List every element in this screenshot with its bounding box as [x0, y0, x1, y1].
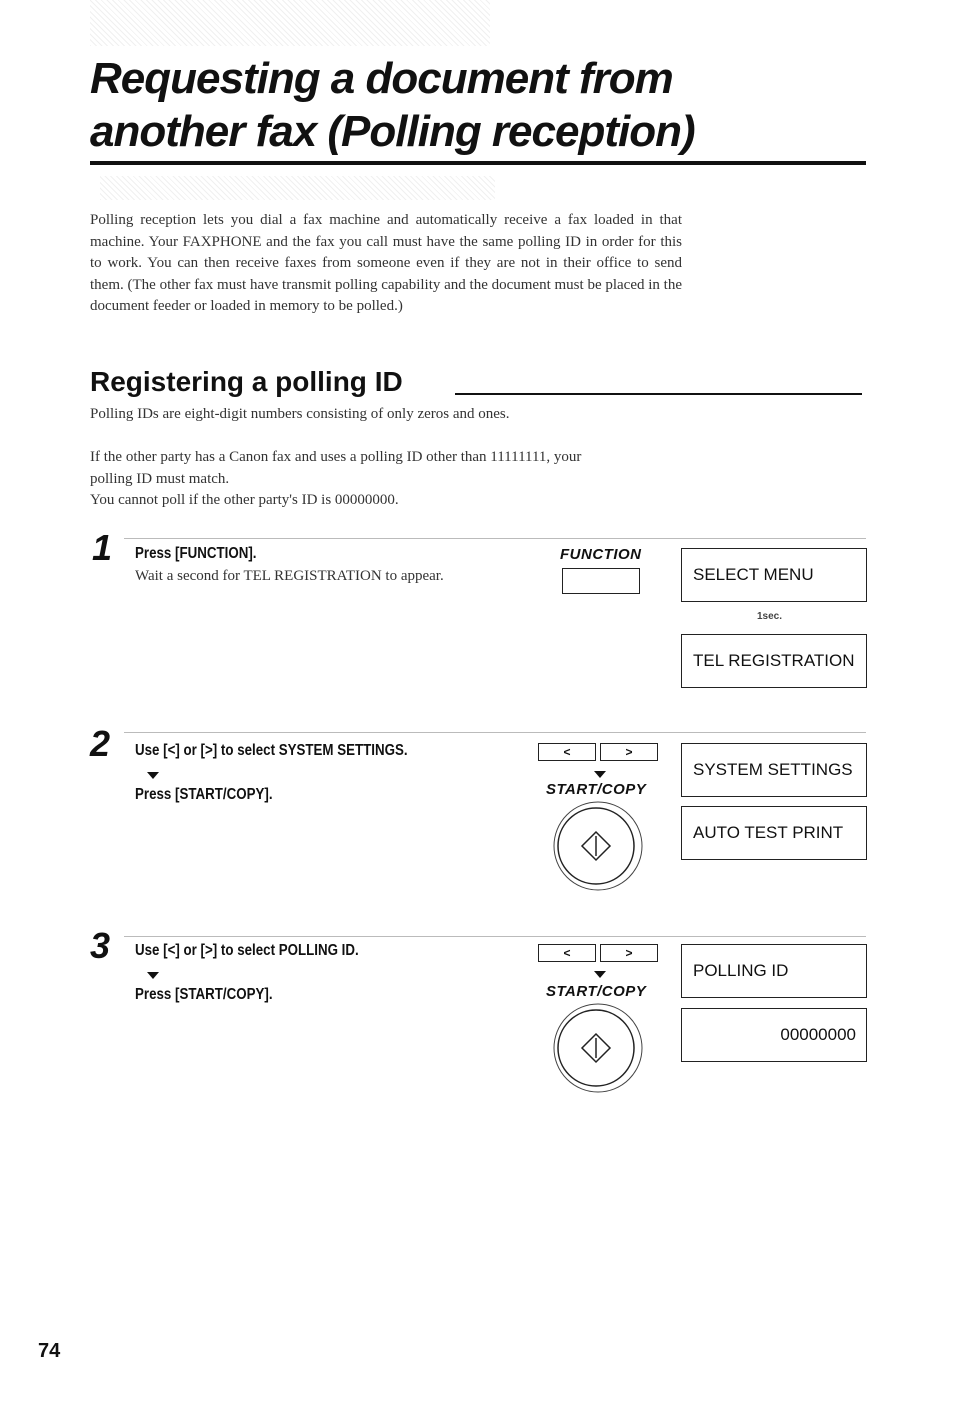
lcd-display-polling-id: POLLING ID — [681, 944, 867, 998]
arrow-down-icon — [594, 971, 606, 978]
function-key-label: FUNCTION — [560, 546, 642, 563]
lcd-display-system-settings: SYSTEM SETTINGS — [681, 743, 867, 797]
function-key-icon — [562, 568, 640, 594]
step-1-number: 1 — [92, 527, 113, 568]
step-2-rule — [124, 732, 866, 733]
lcd-display-tel-registration: TEL REGISTRATION — [681, 634, 867, 688]
page-title-line-1: Requesting a document from — [90, 54, 673, 103]
section-paragraph-2-line-2: polling ID must match. — [90, 470, 230, 487]
step-1-instruction: Press [FUNCTION]. — [135, 545, 257, 562]
left-arrow-key: < — [538, 944, 596, 962]
decorative-texture — [100, 176, 495, 200]
step-3-rule — [124, 936, 866, 937]
page-number: 74 — [38, 1340, 61, 1362]
lcd-display-polling-id-value: 00000000 — [681, 1008, 867, 1062]
start-copy-button-icon — [552, 1002, 644, 1094]
lcd-display-select-menu: SELECT MENU — [681, 548, 867, 602]
page-title — [90, 52, 870, 158]
section-paragraph-1: Polling IDs are eight-digit numbers consisting of only zeros and ones. — [90, 406, 510, 422]
section-paragraph-2 — [90, 447, 682, 490]
arrow-down-icon — [594, 771, 606, 778]
decorative-texture — [90, 0, 490, 46]
arrow-down-icon — [147, 772, 159, 779]
lcd-display-auto-test-print: AUTO TEST PRINT — [681, 806, 867, 860]
step-1-rule — [124, 538, 866, 539]
start-copy-button-icon — [552, 800, 644, 892]
step-3-number: 3 — [90, 925, 111, 966]
section-paragraph-3: You cannot poll if the other party's ID is 00000000. — [90, 492, 399, 508]
wait-one-second-label: 1sec. — [757, 611, 783, 622]
right-arrow-key: > — [600, 743, 658, 761]
right-arrow-key: > — [600, 944, 658, 962]
step-2-number: 2 — [90, 723, 111, 764]
section-heading: Registering a polling ID — [90, 366, 403, 397]
step-1-detail: Wait a second for TEL REGISTRATION to appear. — [135, 568, 444, 584]
start-copy-key-label: START/COPY — [546, 781, 647, 798]
title-rule — [90, 161, 866, 165]
step-2-instruction: Use [<] or [>] to select SYSTEM SETTINGS. — [135, 742, 408, 759]
step-2-instruction-2: Press [START/COPY]. — [135, 786, 273, 803]
page-title-line-2: another fax (Polling reception) — [90, 107, 695, 156]
start-copy-key-label: START/COPY — [546, 983, 647, 1000]
intro-paragraph: Polling reception lets you dial a fax machine and automatically receive a fax loaded in that machine. Your FAXPHONE and the fax you call must have the same polling ID in order for this to work. You can then receive faxes from someone even if they are not in their office to send them. (The other fax must have transmit polling capability and the document must be placed in the document feeder or loaded in memory to be polled.) — [90, 212, 682, 315]
section-heading-rule — [455, 393, 862, 395]
step-3-instruction: Use [<] or [>] to select POLLING ID. — [135, 942, 359, 959]
step-3-instruction-2: Press [START/COPY]. — [135, 986, 273, 1003]
arrow-keys — [538, 743, 658, 761]
arrow-keys — [538, 944, 658, 962]
arrow-down-icon — [147, 972, 159, 979]
left-arrow-key: < — [538, 743, 596, 761]
section-paragraph-2-line-1: If the other party has a Canon fax and uses a polling ID other than 11111111, your — [90, 449, 582, 465]
